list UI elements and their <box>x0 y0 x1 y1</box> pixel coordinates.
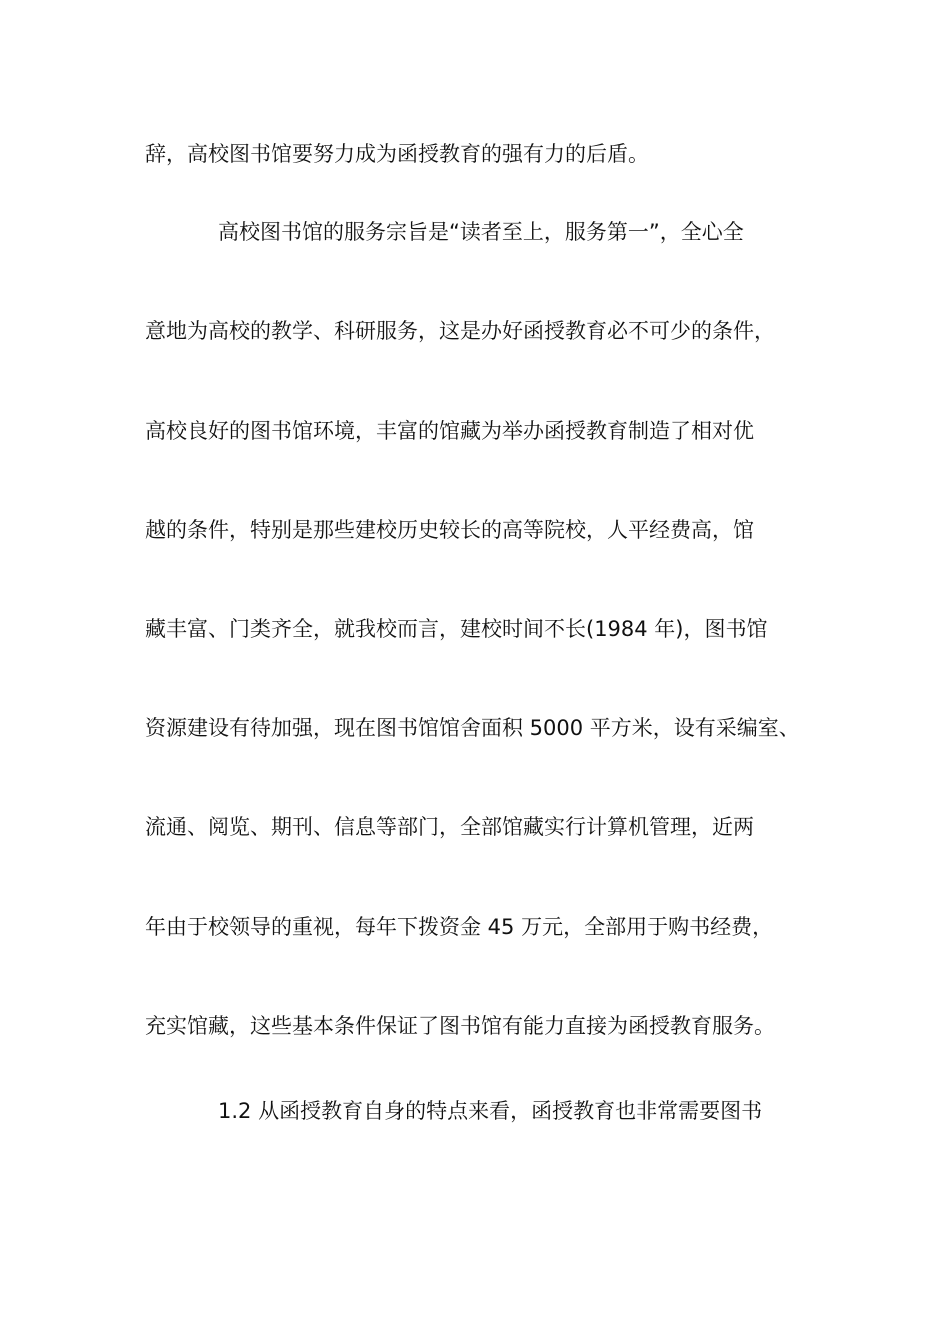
text-line-4: 高校良好的图书馆环境，丰富的馆藏为举办函授教育制造了相对优 <box>145 419 754 443</box>
text-line-3: 意地为高校的教学、科研服务，这是办好函授教育必不可少的条件， <box>145 319 775 343</box>
text-line-8: 流通、阅览、期刊、信息等部门，全部馆藏实行计算机管理，近两 <box>145 815 754 839</box>
text-line-7: 资源建设有待加强，现在图书馆馆舍面积 5000 平方米，设有采编室、 <box>145 716 800 740</box>
text-line-5: 越的条件，特别是那些建校历史较长的高等院校，人平经费高，馆 <box>145 518 754 542</box>
section-heading-line: 1.2 从函授教育自身的特点来看，函授教育也非常需要图书 <box>218 1099 763 1123</box>
text-line-1: 辞，高校图书馆要努力成为函授教育的强有力的后盾。 <box>145 142 649 166</box>
text-line-6: 藏丰富、门类齐全，就我校而言，建校时间不长(1984 年)，图书馆 <box>145 617 768 641</box>
text-line-10: 充实馆藏，这些基本条件保证了图书馆有能力直接为函授教育服务。 <box>145 1014 775 1038</box>
paragraph-start-line: 高校图书馆的服务宗旨是“读者至上，服务第一”，全心全 <box>218 220 744 244</box>
text-line-9: 年由于校领导的重视，每年下拨资金 45 万元，全部用于购书经费， <box>145 915 774 939</box>
